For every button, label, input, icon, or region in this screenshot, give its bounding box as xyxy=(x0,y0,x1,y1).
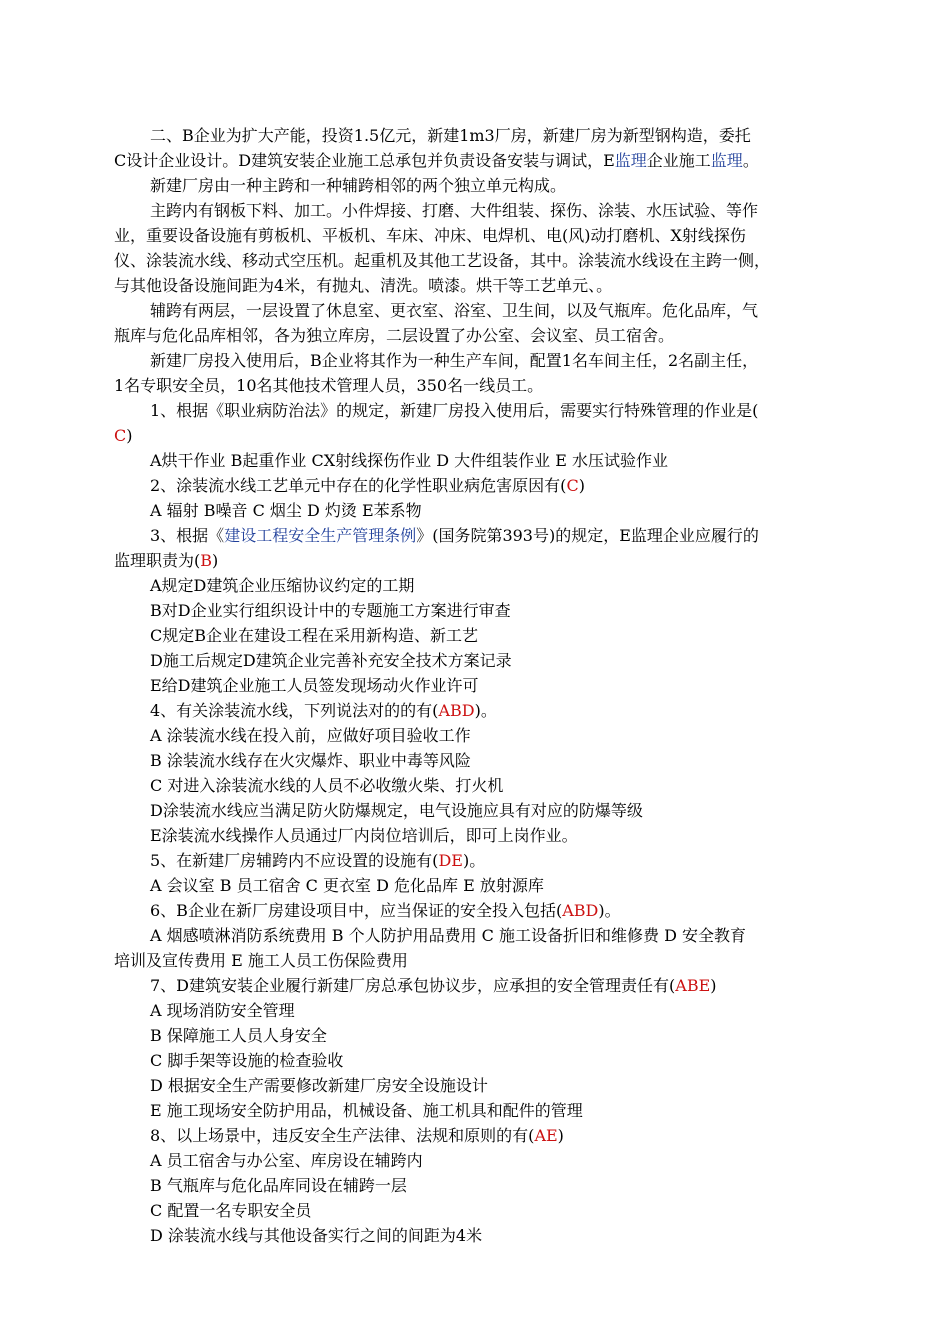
question-6-options-cont: 培训及宣传费用 E 施工人员工伤保险费用 xyxy=(114,951,408,970)
question-4-option-a: A 涂装流水线在投入前，应做好项目验收工作 xyxy=(150,726,471,745)
answer-key: ABD xyxy=(562,901,599,920)
question-6-options: A 烟感喷淋消防系统费用 B 个人防护用品费用 C 施工设备折旧和维修费 D 安全教育 xyxy=(150,926,746,945)
question-7-option-a: A 现场消防安全管理 xyxy=(150,1001,295,1020)
question-5-options: A 会议室 B 员工宿舍 C 更衣室 D 危化品库 E 放射源库 xyxy=(150,876,544,895)
answer-key: ABE xyxy=(675,976,711,995)
scenario-line: C设计企业设计。D建筑安装企业施工总承包并负责设备安装与调试，E监理企业施工监理。 xyxy=(114,151,759,170)
question-3-option-e: E给D建筑企业施工人员签发现场动火作业许可 xyxy=(150,676,479,695)
scenario-line: 二、B企业为扩大产能，投资1.5亿元，新建1m3厂房，新建厂房为新型钢构造，委托 xyxy=(150,126,751,145)
question-4: 4、有关涂装流水线，下列说法对的的有(ABD)。 xyxy=(150,701,497,720)
question-2: 2、涂装流水线工艺单元中存在的化学性职业病危害原因有(C) xyxy=(150,476,585,495)
question-4-option-c: C 对进入涂装流水线的人员不必收缴火柴、打火机 xyxy=(150,776,504,795)
scenario-line: 业，重要设备设施有剪板机、平板机、车床、冲床、电焊机、电(风)动打磨机、X射线探伤 xyxy=(114,226,746,245)
question-3-answer-line: 监理职责为(B) xyxy=(114,551,219,570)
question-7-option-e: E 施工现场安全防护用品，机械设备、施工机具和配件的管理 xyxy=(150,1101,583,1120)
supervise-link[interactable]: 监理 xyxy=(710,151,743,170)
question-8-option-c: C 配置一名专职安全员 xyxy=(150,1201,312,1220)
answer-key: ABD xyxy=(438,701,475,720)
scenario-line: 1名专职安全员，10名其他技术管理人员，350名一线员工。 xyxy=(114,376,544,395)
answer-key: C xyxy=(114,426,127,445)
question-3-option-b: B对D企业实行组织设计中的专题施工方案进行审查 xyxy=(150,601,511,620)
question-8-option-a: A 员工宿舍与办公室、库房设在辅跨内 xyxy=(150,1151,423,1170)
question-1-answer-line: C) xyxy=(114,426,133,445)
question-7: 7、D建筑安装企业履行新建厂房总承包协议步，应承担的安全管理责任有(ABE) xyxy=(150,976,717,995)
question-7-option-b: B 保障施工人员人身安全 xyxy=(150,1026,327,1045)
question-1: 1、根据《职业病防治法》的规定，新建厂房投入使用后，需要实行特殊管理的作业是( xyxy=(150,401,759,420)
question-4-option-e: E涂装流水线操作人员通过厂内岗位培训后，即可上岗作业。 xyxy=(150,826,578,845)
question-6: 6、B企业在新厂房建设项目中，应当保证的安全投入包括(ABD)。 xyxy=(150,901,621,920)
question-4-option-b: B 涂装流水线存在火灾爆炸、职业中毒等风险 xyxy=(150,751,471,770)
scenario-line: 新建厂房投入使用后，B企业将其作为一种生产车间，配置1名车间主任，2名副主任， xyxy=(150,351,759,370)
answer-key: AE xyxy=(534,1126,558,1145)
question-1-options: A烘干作业 B起重作业 CX射线探伤作业 D 大件组装作业 E 水压试验作业 xyxy=(150,451,668,470)
question-3-option-c: C规定B企业在建设工程在采用新构造、新工艺 xyxy=(150,626,479,645)
scenario-line: 新建厂房由一种主跨和一种辅跨相邻的两个独立单元构成。 xyxy=(150,176,567,195)
question-2-options: A 辐射 B噪音 C 烟尘 D 灼烫 E苯系物 xyxy=(150,501,422,520)
answer-key: B xyxy=(200,551,213,570)
scenario-line: 辅跨有两层，一层设置了休息室、更衣室、浴室、卫生间，以及气瓶库。危化品库，气 xyxy=(150,301,759,320)
question-8-option-d: D 涂装流水线与其他设备实行之间的间距为4米 xyxy=(150,1226,483,1245)
question-3-option-a: A规定D建筑企业压缩协议约定的工期 xyxy=(150,576,415,595)
scenario-line: 与其他设备设施间距为4米，有抛丸、清洗。喷漆。烘干等工艺单元、。 xyxy=(114,276,613,295)
supervise-link[interactable]: 监理 xyxy=(614,151,647,170)
question-3-option-d: D施工后规定D建筑企业完善补充安全技术方案记录 xyxy=(150,651,512,670)
scenario-line: 瓶库与危化品库相邻，各为独立库房，二层设置了办公室、会议室、员工宿舍。 xyxy=(114,326,675,345)
question-8-option-b: B 气瓶库与危化品库同设在辅跨一层 xyxy=(150,1176,407,1195)
question-5: 5、在新建厂房辅跨内不应设置的设施有(DE)。 xyxy=(150,851,486,870)
question-8: 8、以上场景中，违反安全生产法律、法规和原则的有(AE) xyxy=(150,1126,564,1145)
regulation-link[interactable]: 建设工程安全生产管理条例 xyxy=(224,526,417,545)
question-4-option-d: D涂装流水线应当满足防火防爆规定，电气设施应具有对应的防爆等级 xyxy=(150,801,643,820)
answer-key: DE xyxy=(438,851,463,870)
scenario-line: 仪、涂装流水线、移动式空压机。起重机及其他工艺设备，其中。涂装流水线设在主跨一侧， xyxy=(114,251,771,270)
answer-key: C xyxy=(566,476,579,495)
scenario-line: 主跨内有钢板下料、加工。小件焊接、打磨、大件组装、探伤、涂装、水压试验、等作 xyxy=(150,201,759,220)
question-7-option-c: C 脚手架等设施的检查验收 xyxy=(150,1051,344,1070)
question-7-option-d: D 根据安全生产需要修改新建厂房安全设施设计 xyxy=(150,1076,488,1095)
question-3: 3、根据《建设工程安全生产管理条例》(国务院第393号)的规定，E监理企业应履行的 xyxy=(150,526,759,545)
